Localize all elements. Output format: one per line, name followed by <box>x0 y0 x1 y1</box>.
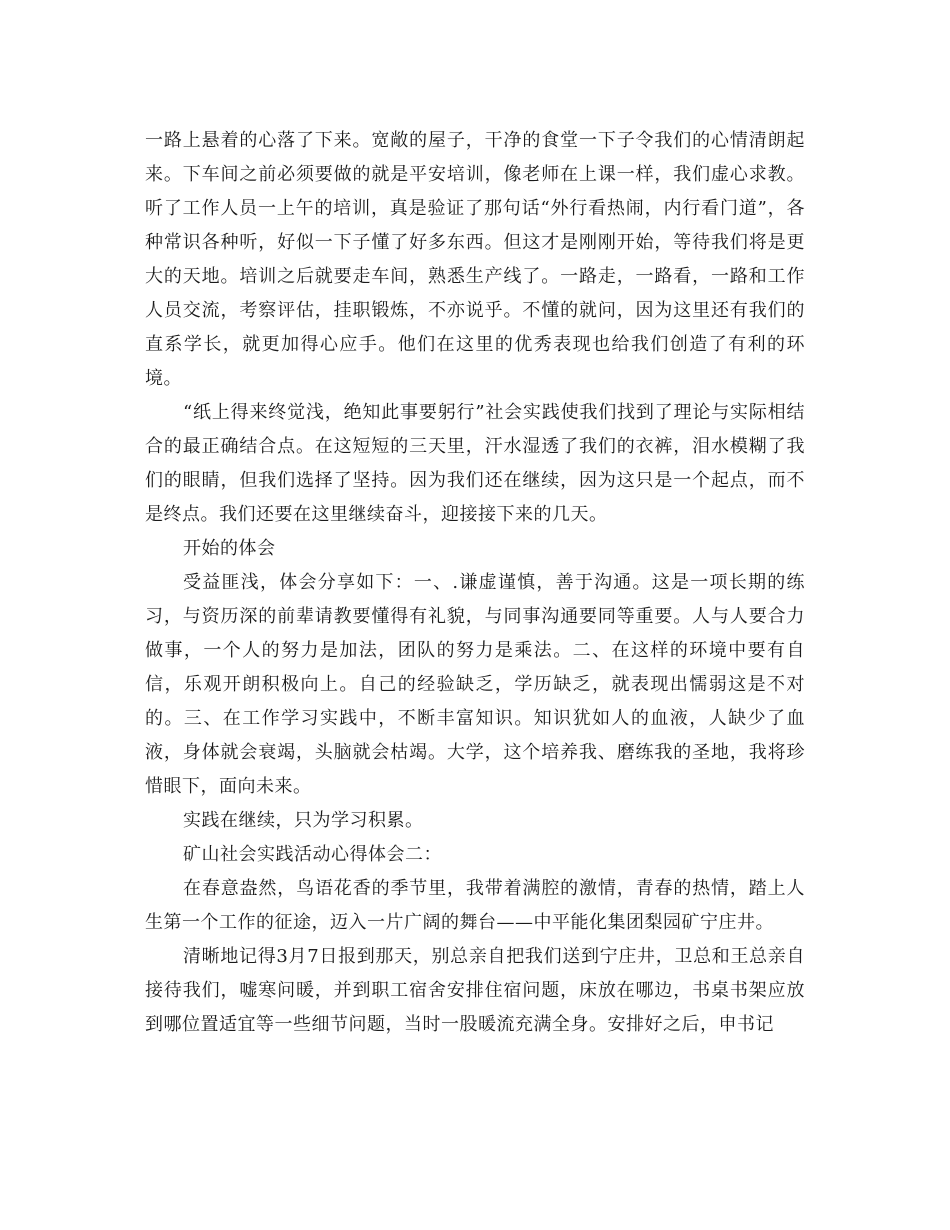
paragraph-1: 一路上悬着的心落了下来。宽敞的屋子，干净的食堂一下子令我们的心情清朗起来。下车间之前必须要做的就是平安培训，像老师在上课一样，我们虚心求教。听了工作人员一上午的培训，真是验证了那句话“外行看热闹，内行看门道”，各种常识各种听，好似一下子懂了好多东西。但这才是刚刚开始，等待我们将是更大的天地。培训之后就要走车间，熟悉生产线了。一路走，一路看，一路和工作人员交流，考察评估，挂职锻炼，不亦说乎。不懂的就问，因为这里还有我们的直系学长，就更加得心应手。他们在这里的优秀表现也给我们创造了有利的环境。 <box>145 130 805 389</box>
paragraph-6: 清晰地记得3月7日报到那天，别总亲自把我们送到宁庄井，卫总和王总亲自接待我们，嘘寒问暖，并到职工宿舍安排住宿问题，床放在哪边，书桌书架应放到哪位置适宜等一些细节问题，当时一股暖流充满全身。安排好之后，申书记 <box>145 946 805 1035</box>
section-heading: 开始的体会 <box>183 538 276 559</box>
section-title: 矿山社会实践活动心得体会二： <box>183 844 442 865</box>
document-body <box>145 124 805 1042</box>
paragraph-3: 受益匪浅，体会分享如下：一、.谦虚谨慎，善于沟通。这是一项长期的练习，与资历深的前辈请教要懂得有礼貌，与同事沟通要同等重要。人与人要合力做事，一个人的努力是加法，团队的努力是乘法。二、在这样的环境中要有自信，乐观开朗积极向上。自己的经验缺乏，学历缺乏，就表现出懦弱这是不对的。三、在工作学习实践中，不断丰富知识。知识犹如人的血液，人缺少了血液，身体就会衰竭，头脑就会枯竭。大学，这个培养我、磨练我的圣地，我将珍惜眼下，面向未来。 <box>145 572 805 797</box>
paragraph-4: 实践在继续，只为学习积累。 <box>183 810 424 831</box>
paragraph-2: “纸上得来终觉浅，绝知此事要躬行”社会实践使我们找到了理论与实际相结合的最正确结合点。在这短短的三天里，汗水湿透了我们的衣裤，泪水模糊了我们的眼睛，但我们选择了坚持。因为我们还在继续，因为这只是一个起点，而不是终点。我们还要在这里继续奋斗，迎接接下来的几天。 <box>145 402 805 525</box>
paragraph-5: 在春意盎然，鸟语花香的季节里，我带着满腔的激情，青春的热情，踏上人生第一个工作的征途，迈入一片广阔的舞台——中平能化集团梨园矿宁庄井。 <box>145 878 805 933</box>
